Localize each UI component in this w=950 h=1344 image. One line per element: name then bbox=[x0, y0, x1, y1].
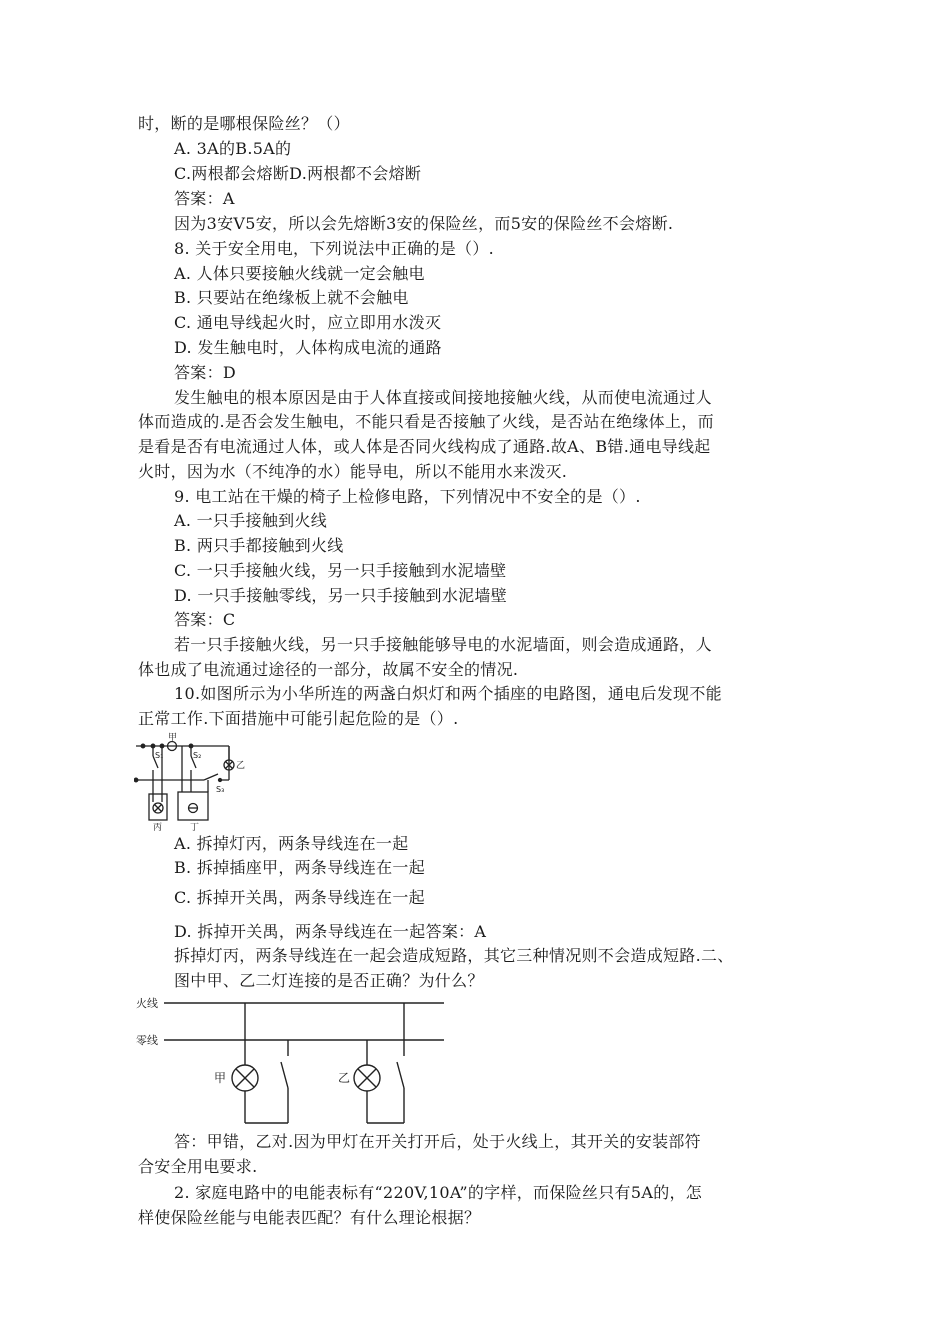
text-line: C. 拆掉开关禺，两条导线连在一起 bbox=[174, 888, 425, 907]
text-line: D. 一只手接触零线，另一只手接触到水泥墙壁 bbox=[174, 586, 508, 605]
label-bing: 丙 bbox=[153, 823, 163, 832]
text-line: 拆掉灯丙，两条导线连在一起会造成短路，其它三种情况则不会造成短路.二、 bbox=[174, 946, 734, 965]
text-line: D. 拆掉开关禺，两条导线连在一起答案：A bbox=[174, 922, 487, 941]
text-line: 时，断的是哪根保险丝？（） bbox=[138, 114, 350, 133]
label-jia: 甲 bbox=[168, 733, 178, 743]
text-line: 火时，因为水（不纯净的水）能导电，所以不能用水来泼灭. bbox=[138, 462, 568, 481]
text-line: 因为3安V5安，所以会先熔断3安的保险丝，而5安的保险丝不会熔断. bbox=[174, 214, 674, 233]
text-line: A. 3A的B.5A的 bbox=[174, 139, 292, 158]
circuit-diagram-2 bbox=[134, 990, 446, 1130]
text-line: B. 只要站在绝缘板上就不会触电 bbox=[174, 288, 409, 307]
text-line: C.两根都会熔断D.两根都不会熔断 bbox=[174, 164, 422, 183]
text-line: 图中甲、乙二灯连接的是否正确？为什么？ bbox=[174, 971, 484, 990]
text-line: D. 发生触电时，人体构成电流的通路 bbox=[174, 338, 442, 357]
text-line: 若一只手接触火线，另一只手接触能够导电的水泥墙面，则会造成通路，人 bbox=[174, 635, 712, 654]
label-lamp-jia: 甲 bbox=[214, 1071, 227, 1085]
text-line: 2. 家庭电路中的电能表标有“220V,10A”的字样，而保险丝只有5A的，怎 bbox=[174, 1183, 703, 1202]
label-s1: S₁ bbox=[155, 751, 164, 760]
text-line: 9. 电工站在干燥的椅子上检修电路，下列情况中不安全的是（）. bbox=[174, 487, 641, 506]
text-line: 正常工作.下面措施中可能引起危险的是（）. bbox=[138, 709, 459, 728]
label-live-wire: 火线 bbox=[136, 997, 158, 1010]
text-line: 体而造成的.是否会发生触电，不能只看是否接触了火线，是否站在绝缘体上，而 bbox=[138, 412, 714, 431]
label-s2: S₂ bbox=[193, 751, 202, 760]
text-line: 答案：A bbox=[174, 189, 235, 208]
text-line: A. 人体只要接触火线就一定会触电 bbox=[174, 264, 425, 283]
text-line: C. 一只手接触火线，另一只手接触到水泥墙壁 bbox=[174, 561, 507, 580]
text-line: 发生触电的根本原因是由于人体直接或间接地接触火线，从而使电流通过人 bbox=[174, 388, 712, 407]
text-line: 是看是否有电流通过人体，或人体是否同火线构成了通路.故A、B错.通电导线起 bbox=[138, 437, 711, 456]
label-ding: 丁 bbox=[190, 823, 200, 832]
text-line: 答案：C bbox=[174, 610, 236, 629]
text-line: 答案：D bbox=[174, 363, 237, 382]
text-line: 样使保险丝能与电能表匹配？有什么理论根据？ bbox=[138, 1208, 481, 1227]
text-line: 8. 关于安全用电，下列说法中正确的是（）. bbox=[174, 239, 495, 258]
label-s3: S₃ bbox=[216, 785, 225, 794]
text-line: B. 拆掉插座甲，两条导线连在一起 bbox=[174, 858, 426, 877]
text-line: 10.如图所示为小华所连的两盏白炽灯和两个插座的电路图，通电后发现不能 bbox=[174, 684, 722, 703]
text-line: C. 通电导线起火时，应立即用水泼灭 bbox=[174, 313, 442, 332]
text-line: 答：甲错，乙对.因为甲灯在开关打开后，处于火线上，其开关的安装部符 bbox=[174, 1132, 701, 1151]
text-line: 体也成了电流通过途径的一部分，故属不安全的情况. bbox=[138, 660, 519, 679]
text-line: A. 拆掉灯丙，两条导线连在一起 bbox=[174, 834, 409, 853]
text-line: A. 一只手接触到火线 bbox=[174, 511, 328, 530]
text-line: B. 两只手都接触到火线 bbox=[174, 536, 344, 555]
label-yi: 乙 bbox=[236, 761, 246, 771]
circuit-diagram-1 bbox=[134, 732, 259, 832]
label-neutral-wire: 零线 bbox=[136, 1034, 158, 1047]
label-lamp-yi: 乙 bbox=[338, 1071, 351, 1085]
text-line: 合安全用电要求. bbox=[138, 1157, 258, 1176]
